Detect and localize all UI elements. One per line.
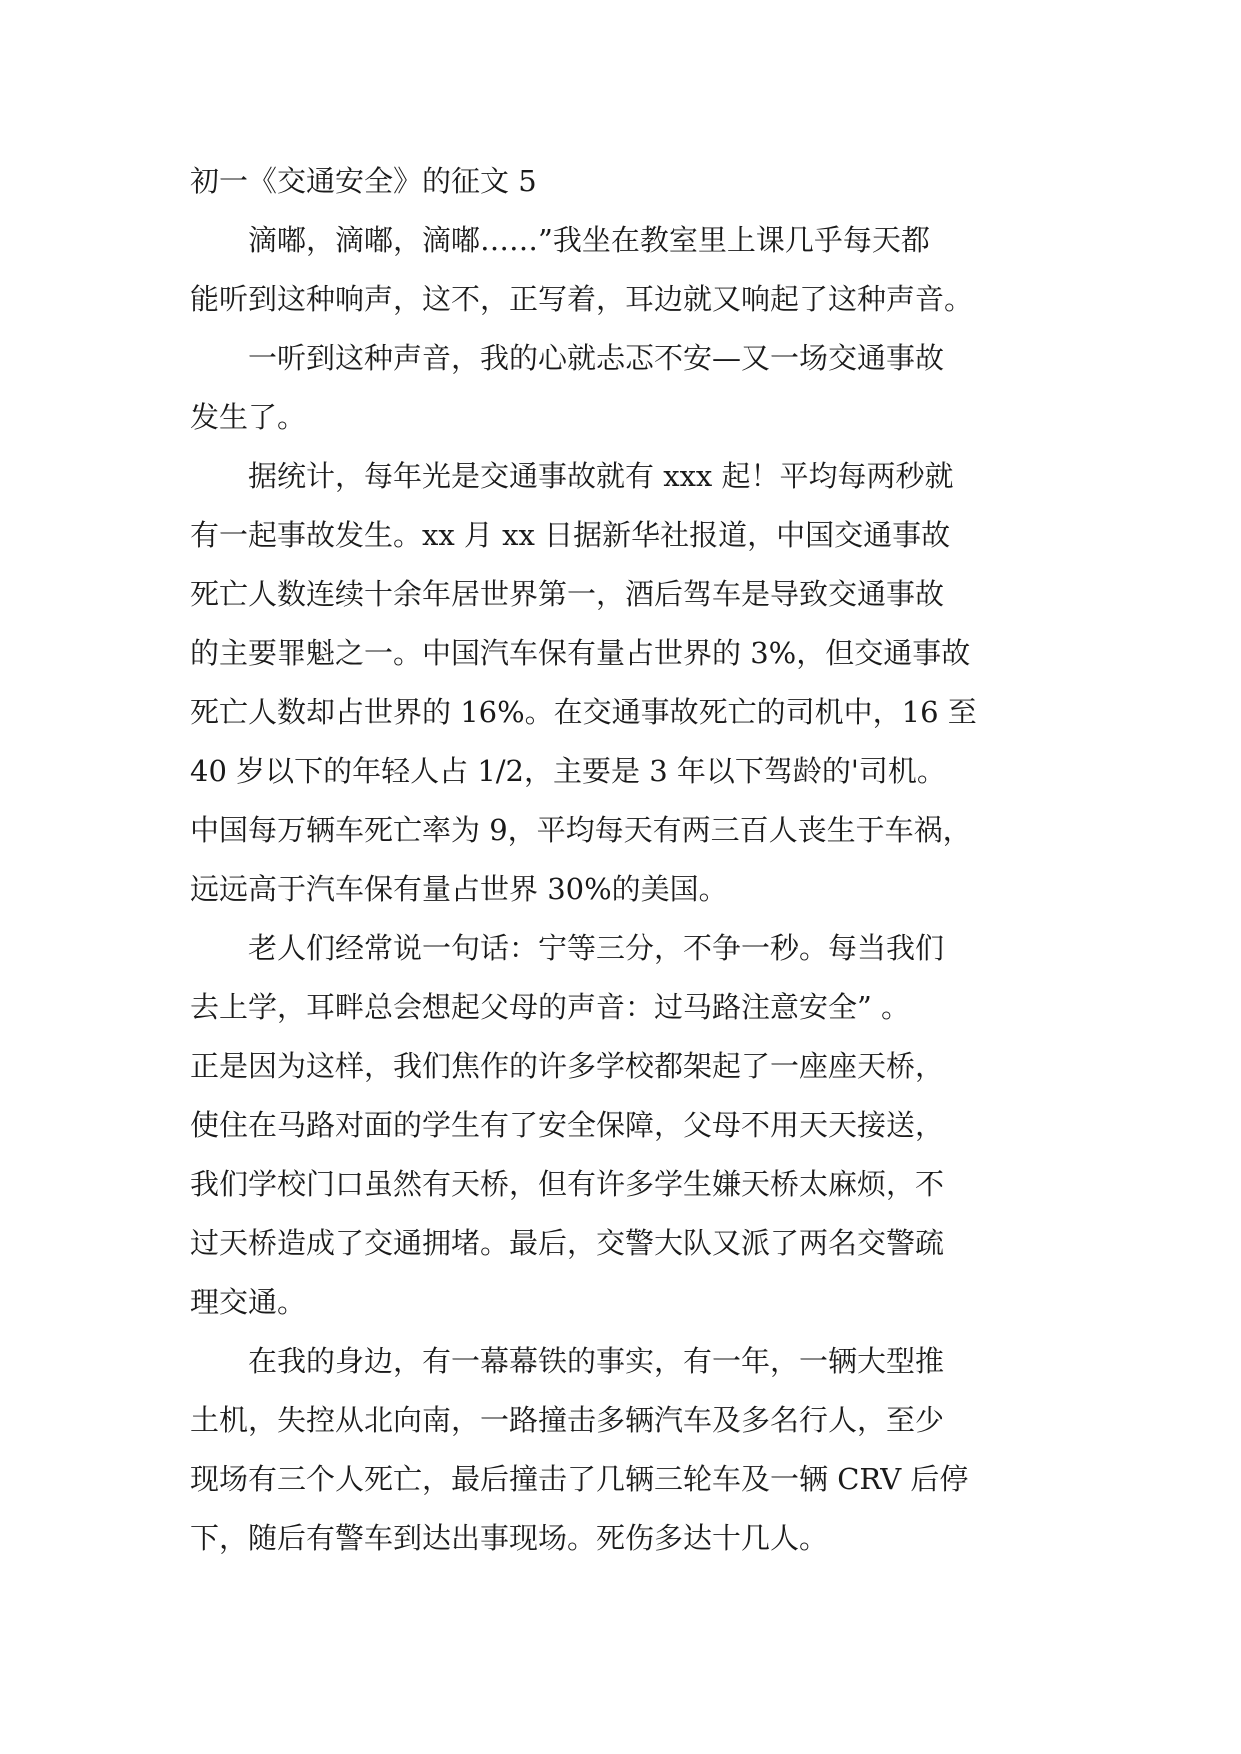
text-line: 下，随后有警车到达出事现场。死伤多达十几人。 (190, 1521, 829, 1555)
paragraph (190, 919, 1050, 1332)
text-line: 的主要罪魁之一。中国汽车保有量占世界的 3%，但交通事故 (190, 636, 971, 670)
text-line: 死亡人数却占世界的 16%。在交通事故死亡的司机中，16 至 (190, 695, 977, 729)
paragraph (190, 211, 1050, 329)
text-line: 40 岁以下的年轻人占 1/2，主要是 3 年以下驾龄的'司机。 (190, 754, 946, 788)
text-line: 一听到这种声音，我的心就忐忑不安—又一场交通事故 (248, 341, 945, 375)
paragraph (190, 1332, 1050, 1568)
text-line: 使住在马路对面的学生有了安全保障，父母不用天天接送， (190, 1108, 945, 1142)
text-line: 过天桥造成了交通拥堵。最后，交警大队又派了两名交警疏 (190, 1226, 945, 1260)
document-body (190, 152, 1050, 1568)
text-line: 我们学校门口虽然有天桥，但有许多学生嫌天桥太麻烦，不 (190, 1167, 945, 1201)
text-line: 据统计，每年光是交通事故就有 xxx 起！平均每两秒就 (248, 459, 954, 493)
text-line: 能听到这种响声，这不，正写着，耳边就又响起了这种声音。 (190, 282, 974, 316)
text-line: 去上学，耳畔总会想起父母的声音：过马路注意安全” 。 (190, 990, 911, 1024)
text-line: 在我的身边，有一幕幕铁的事实，有一年，一辆大型推 (248, 1344, 945, 1378)
text-line: 死亡人数连续十余年居世界第一，酒后驾车是导致交通事故 (190, 577, 945, 611)
text-line: 老人们经常说一句话：宁等三分，不争一秒。每当我们 (248, 931, 945, 965)
paragraph (190, 447, 1050, 919)
text-line: 滴嘟，滴嘟，滴嘟……”我坐在教室里上课几乎每天都 (248, 223, 930, 257)
text-line: 正是因为这样，我们焦作的许多学校都架起了一座座天桥， (190, 1049, 945, 1083)
text-line: 现场有三个人死亡，最后撞击了几辆三轮车及一辆 CRV 后停 (190, 1462, 969, 1496)
text-line: 远远高于汽车保有量占世界 30%的美国。 (190, 872, 728, 906)
document-title: 初一《交通安全》的征文 5 (190, 164, 537, 198)
text-line: 土机，失控从北向南，一路撞击多辆汽车及多名行人，至少 (190, 1403, 945, 1437)
text-line: 有一起事故发生。xx 月 xx 日据新华社报道，中国交通事故 (190, 518, 951, 552)
text-line: 发生了。 (190, 400, 307, 434)
paragraph (190, 329, 1050, 447)
text-line: 中国每万辆车死亡率为 9，平均每天有两三百人丧生于车祸， (190, 813, 972, 847)
text-line: 理交通。 (190, 1285, 307, 1319)
